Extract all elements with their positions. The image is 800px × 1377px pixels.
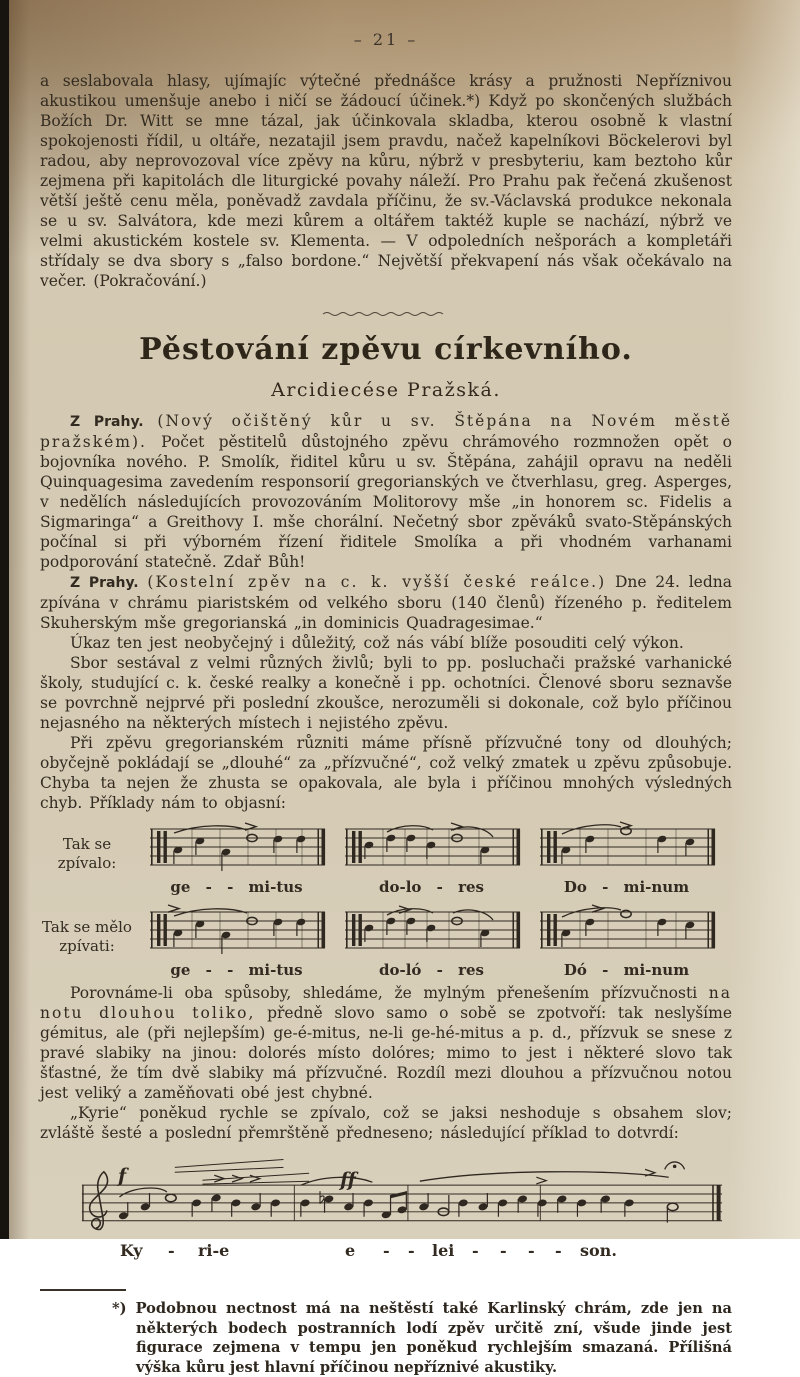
kyrie-syllable: - [472,1241,479,1260]
dynamic-f: f [118,1165,127,1187]
lyric-text: Do - mi-num [563,878,690,896]
label-line-1: Tak se [62,835,112,853]
kyrie-syllable: - [168,1241,175,1260]
music-staff-icon [144,904,329,960]
page-edge-shadow [0,0,9,1239]
music-example-row-1 [40,821,732,896]
paragraph-text: předně slovo samo o sobě se zpotvoří: tak neslyšíme gémitus, ale (při nejlepším) ge-é-mitus, ne-li ge-hé-mitus a p. d., přízvuk se snese z pravé slabiky na jinou: dolorés místo dolóres; mimo to jest i některé slovo tak šťastné, že tím dvě slabiky má přízvučné. Rozdíl mezi dlouhou a přízvučnou notou jest veliký a zaměňovati obé jest chybné. [40,1004,732,1102]
paragraph-z-prahy-1 [40,411,732,572]
kyrie-music-staff-icon [76,1155,728,1239]
label-line-1: Tak se mělo [42,918,132,936]
music-example-row-2 [40,904,732,979]
paragraph-text: Počet pěstitelů důstojného zpěvu chrámového rozmnožen opět o bojovníka nového. P. Smolík, řiditel kůru u sv. Štěpána, zahájil opravu na neděli Quinquagesima zavedením responsorií gregorianských ve čtverhlasu, greg. Asperges, v nedělích následujících provozováním Molitorovy mše „in honorem sc. Fidelis a Sigmaringa“ a Greithovy I. mše chorální. Nečetný sbor zpěváků svato-Stěpánských počínal si při výborném řízení řiditele Smolíka a při vhodném varhanami podporování statečně. Zdař Bůh! [40,433,732,571]
music-row-label [40,821,134,896]
kyrie-lyrics [40,1241,732,1263]
article-subtitle: Arcidiecése Pražská. [271,379,501,401]
music-staff-icon [339,821,524,877]
measure-gemitus-1 [144,821,329,896]
footnote-marker: *) [112,1300,127,1317]
music-staff-icon [534,821,719,877]
lyric-text: ge - - mi-tus [170,878,303,896]
measure-dolores-1 [339,821,524,896]
kyrie-syllable: Ky [120,1241,143,1260]
kyrie-syllable: - [555,1241,562,1260]
music-row-label [40,904,134,979]
kyrie-syllable: son. [580,1241,617,1260]
kyrie-syllable: - [528,1241,535,1260]
paragraph-ukaz: Úkaz ten jest neobyčejný i důležitý, což nás vábí blíže posouditi celý výkon. [70,634,684,652]
label-line-2: zpívati: [59,937,115,955]
footnote-rule [40,1289,126,1291]
article-title: Pěstování zpěvu církevního. [139,332,633,367]
divider-squiggle [316,303,456,322]
spaced-emphasis: na notu dlouhou toliko, [40,984,732,1022]
dateline-lead: Z Prahy. [70,414,144,430]
measure-dominum-2 [534,904,719,979]
measure-dominum-1 [534,821,719,896]
lyric-text: do-lo - res [379,878,484,896]
spaced-subhead: (Nový očištěný kůr u sv. Štěpána na Novém městě pražském). [40,412,732,451]
intro-paragraph: a seslabovala hlasy, ujímajíc výtečné přednášce krásy a pružnosti Nepříznivou akustikou umenšuje anebo i ničí se žádoucí účinek.*) Když po skončených službách Božích Dr. Witt se mne tázal, jak účinkovala skladba, kterou osobně k vlastní spokojenosti řídil, u oltáře, nezatajil jsem pravdu, načež kapelníkovi Böckelerovi byl radou, aby neprovozoval více zpěvy na kůru, nýbrž v presbyteriu, kam beztoho kůr zejmena při kapitolách dle liturgické povahy náleží. Pro Prahu pak řečená zkušenost větší ještě cenu měla, poněvadž zavdala příčinu, že sv.-Václavská produkce nekonala se u sv. Salvátora, kde mezi kůrem a oltářem taktéž kuple se nachází, nýbrž ve velmi akustickém kostele sv. Klementa. — V odpoledních nešporách a kompletáři střídaly se dva sbory s „falso bordone.“ Největší překvapení nás však očekávalo na večer. (Pokračování.) [40,72,732,290]
measure-dolores-2 [339,904,524,979]
label-line-2: zpívalo: [57,854,117,872]
music-staff-icon [534,904,719,960]
paragraph-sbor: Sbor sestával z velmi různých živlů; byli to pp. posluchači pražské varhanické školy, studující c. k. české realky a konečně i pp. ochotníci. Členové sboru seznavše se povrchně nejprvé při poslední zkoušce, nerozuměli si dokonale, což bylo příčinou nejasného na některých místech i nejistého zpěvu. [40,654,732,732]
kyrie-syllable: - [383,1241,390,1260]
music-staff-icon [339,904,524,960]
dateline-lead: Z Prahy. [70,575,139,591]
dynamic-ff: ff [340,1169,356,1191]
squiggle-line-icon [321,310,451,318]
measure-gemitus-2 [144,904,329,979]
footnote [112,1299,732,1377]
lyric-text: ge - - mi-tus [170,961,303,979]
spaced-subhead: (Kostelní zpěv na c. k. vyšší české reálce.) [147,573,607,591]
kyrie-syllable: - [500,1241,507,1260]
paragraph-z-prahy-2 [40,572,732,633]
paragraph-porovname [40,983,732,1103]
paragraph-pri-zpevu: Při zpěvu gregorianském různiti máme přísně přízvučné tony od dlouhých; obyčejně pokládají se „dlouhé“ za „přízvučné“, což velký zmatek u zpěvu způsobuje. Chyba ta nejen že zhusta se opakovala, ale byla i příčinou mnohých výsledných chyb. Příklady nám to objasní: [40,734,732,812]
page-content [40,30,732,1377]
lyric-text: Dó - mi-num [563,961,690,979]
kyrie-syllable: ri-e [198,1241,230,1260]
music-staff-icon [144,821,329,877]
page-number: – 21 – [353,30,419,49]
kyrie-syllable: e [345,1241,356,1260]
kyrie-example [40,1155,732,1277]
paragraph-text: Porovnáme-li oba spůsoby, shledáme, že mylným přenešením přízvučnosti [70,984,698,1002]
kyrie-syllable: - [408,1241,415,1260]
paragraph-kyrie: „Kyrie“ poněkud rychle se zpívalo, což se jaksi neshoduje s obsahem slov; zvláště šesté a poslední přemrštěně předneseno; následující příklad to dotvrdí: [40,1104,732,1142]
kyrie-syllable: lei [432,1241,455,1260]
lyric-text: do-ló - res [379,961,484,979]
paragraph-text: Dne 24. ledna zpívána v chrámu piaristském od velkého sboru (140 členů) řízeného p. ředitelem Skuherským mše gregorianská „in dominicis Quadragesimae.“ [40,573,732,632]
footnote-text: Podobnou nectnost má na neštěstí také Karlinský chrám, zde jen na některých bodech postranních lodí zpěv určitě zní, všude jinde jest figurace zejmena v tempu jen poněkud rychlejším smazaná. Přílišná výška kůru jest hlavní příčinou nepříznivé akustiky. [135,1300,732,1376]
